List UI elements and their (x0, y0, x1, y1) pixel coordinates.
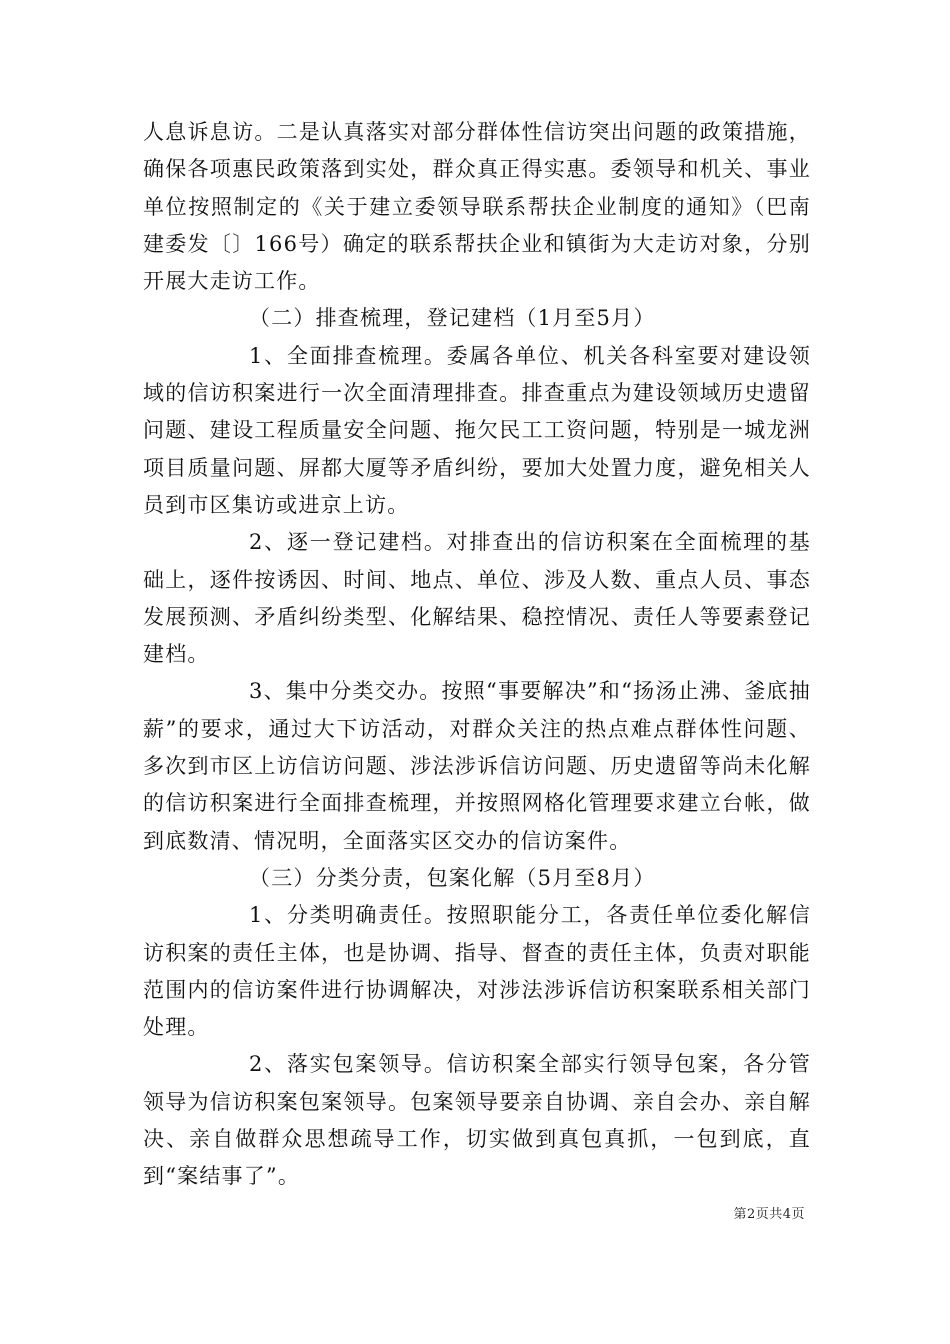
paragraph-item-2-3: 3、集中分类交办。按照“事要解决”和“扬汤止沸、釜底抽薪”的要求，通过大下访活动，对群众关注的热点难点群体性问题、多次到市区上访信访问题、涉法涉诉信访问题、历史遗留等尚未化解的信访积案进行全面排查梳理，并按照网格化管理要求建立台帐，做到底数清、情况明，全面落实区交办的信访案件。 (143, 679, 811, 853)
page-number-footer: 第2页共4页 (733, 1207, 805, 1222)
section-heading-3: （三）分类分责，包案化解（5月至8月） (249, 865, 656, 890)
section-heading-2: （二）排查梳理，登记建档（1月至5月） (249, 306, 656, 331)
paragraph-item-2-1: 1、全面排查梳理。委属各单位、机关各科室要对建设领域的信访积案进行一次全面清理排查。排查重点为建设领域历史遗留问题、建设工程质量安全问题、拖欠民工工资问题，特别是一城龙洲项目质量问题、屏都大厦等矛盾纠纷，要加大处置力度，避免相关人员到市区集访或进京上访。 (143, 343, 811, 517)
paragraph-item-2-2: 2、逐一登记建档。对排查出的信访积案在全面梳理的基础上，逐件按诱因、时间、地点、单位、涉及人数、重点人员、事态发展预测、矛盾纠纷类型、化解结果、稳控情况、责任人等要素登记建档。 (143, 530, 811, 667)
paragraph-item-3-2: 2、落实包案领导。信访积案全部实行领导包案，各分管领导为信访积案包案领导。包案领导要亲自协调、亲自会办、亲自解决、亲自做群众思想疏导工作，切实做到真包真抓，一包到底，直到“案结事了”。 (143, 1052, 811, 1189)
paragraph-item-3-1: 1、分类明确责任。按照职能分工，各责任单位委化解信访积案的责任主体，也是协调、指导、督查的责任主体，负责对职能范围内的信访案件进行协调解决，对涉法涉诉信访积案联系相关部门处理。 (143, 903, 811, 1040)
paragraph-continuation: 人息诉息访。二是认真落实对部分群体性信访突出问题的政策措施，确保各项惠民政策落到实处，群众真正得实惠。委领导和机关、事业单位按照制定的《关于建立委领导联系帮扶企业制度的通知》（巴南建委发〔〕166号）确定的联系帮扶企业和镇街为大走访对象，分别开展大走访工作。 (143, 120, 811, 294)
document-body (143, 114, 811, 1196)
